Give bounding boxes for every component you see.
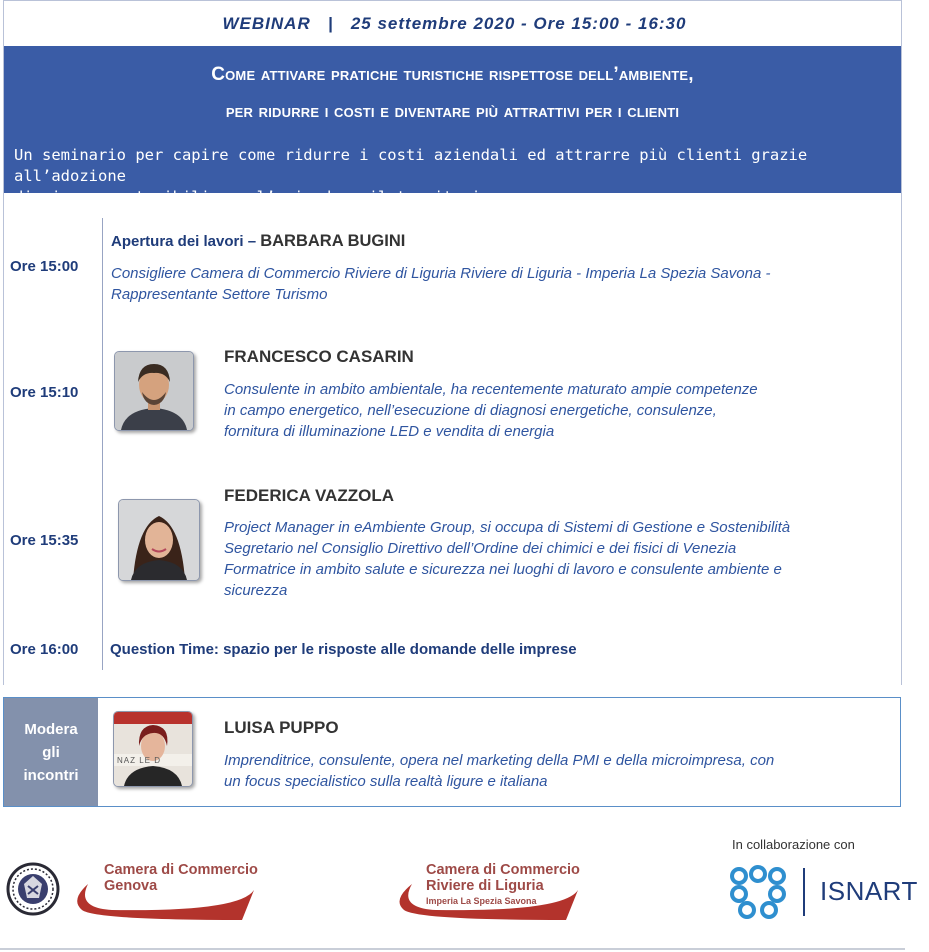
webinar-label: WEBINAR xyxy=(222,14,311,33)
timeline-divider xyxy=(102,218,103,670)
subtitle-line-1: Un seminario per capire come ridurre i costi aziendali ed attrarre più clienti grazie all’adozione xyxy=(14,146,808,185)
speaker-name-casarin: FRANCESCO CASARIN xyxy=(224,347,414,366)
title-banner xyxy=(4,46,901,206)
logo-line: Camera di Commercio xyxy=(104,862,258,878)
desc-line: Project Manager in eAmbiente Group, si occupa di Sistemi di Gestione e Sostenibilità xyxy=(224,519,791,536)
moderator-label-line: gli xyxy=(42,743,60,761)
header-separator: | xyxy=(327,14,334,33)
portrait-man-icon xyxy=(115,352,193,430)
desc-line: Consulente in ambito ambientale, ha recentemente maturato ampie competenze xyxy=(224,381,758,398)
desc-line: un focus specialistico sulla realtà ligure e italiana xyxy=(224,773,548,790)
question-time-heading: Question Time: spazio per le risposte alle domande delle imprese xyxy=(110,641,577,658)
portrait-woman-icon xyxy=(114,712,192,786)
camera-genova-seal-icon xyxy=(6,862,60,916)
agenda-time-4: Ore 16:00 xyxy=(10,641,79,658)
desc-line: in campo energetico, nell’esecuzione di diagnosi energetiche, consulenze, xyxy=(224,402,717,419)
desc-line: Consigliere Camera di Commercio Riviere di Liguria Riviere di Liguria - Imperia La Spezia Savona - xyxy=(111,265,771,282)
moderator-label-line: Modera xyxy=(24,720,78,738)
moderator-label xyxy=(4,698,98,806)
subtitle xyxy=(14,145,899,208)
desc-line: fornitura di illuminazione LED e vendita di energia xyxy=(224,423,555,440)
speaker-photo-vazzola xyxy=(118,499,200,581)
agenda-time-1: Ore 15:00 xyxy=(10,258,79,275)
speaker-name-vazzola: FEDERICA VAZZOLA xyxy=(224,486,394,505)
speaker-name-bugini: BARBARA BUGINI xyxy=(260,232,406,250)
webinar-date-line xyxy=(0,14,909,34)
title-line-1: Come attivare pratiche turistiche rispettose dell’ambiente, xyxy=(211,64,694,85)
desc-line: Imprenditrice, consulente, opera nel marketing della PMI e della microimpresa, con xyxy=(224,752,775,769)
isnart-logo-icon xyxy=(727,864,789,920)
moderator-label-line: incontri xyxy=(23,766,79,784)
desc-line: sicurezza xyxy=(224,582,288,599)
camera-riviere-cities: Imperia La Spezia Savona xyxy=(426,896,537,906)
webinar-date: 25 settembre 2020 - Ore 15:00 - 16:30 xyxy=(350,14,687,33)
subtitle-line-2: di misure sostenibili per l’azienda e il territorio xyxy=(14,188,490,206)
collaboration-text: In collaborazione con xyxy=(732,837,855,852)
agenda-opening-heading xyxy=(111,232,405,251)
speaker-desc-casarin xyxy=(224,379,758,442)
isnart-logo-text: ISNART xyxy=(820,876,918,906)
moderator-photo xyxy=(113,711,193,787)
moderator-desc xyxy=(224,750,774,792)
bottom-border xyxy=(0,948,905,950)
desc-line: Segretario nel Consiglio Direttivo dell’Ordine dei chimici e dei fisici di Venezia xyxy=(224,540,737,557)
photo-banner-text: NAZ LE D xyxy=(117,756,162,765)
desc-line: Formatrice in ambito salute e sicurezza nei luoghi di lavoro e consulente ambiente e xyxy=(224,561,782,578)
desc-line: Rappresentante Settore Turismo xyxy=(111,286,328,303)
speaker-photo-casarin xyxy=(114,351,194,431)
logo-line: Riviere di Liguria xyxy=(426,878,544,894)
moderator-name: LUISA PUPPO xyxy=(224,718,339,737)
agenda-time-2: Ore 15:10 xyxy=(10,384,79,401)
logo-line: Camera di Commercio xyxy=(426,862,580,878)
title-line-2: per ridurre i costi e diventare più attrattivi per i clienti xyxy=(225,101,680,122)
agenda-time-3: Ore 15:35 xyxy=(10,532,79,549)
isnart-divider xyxy=(803,868,805,916)
speaker-desc-bugini xyxy=(111,263,770,305)
logo-line: Genova xyxy=(104,878,158,894)
opening-label: Apertura dei lavori – xyxy=(111,233,261,250)
camera-genova-swoosh-icon xyxy=(72,880,257,922)
portrait-woman-icon xyxy=(119,500,199,580)
speaker-desc-vazzola xyxy=(224,517,900,601)
camera-riviere-swoosh-icon xyxy=(394,880,582,922)
